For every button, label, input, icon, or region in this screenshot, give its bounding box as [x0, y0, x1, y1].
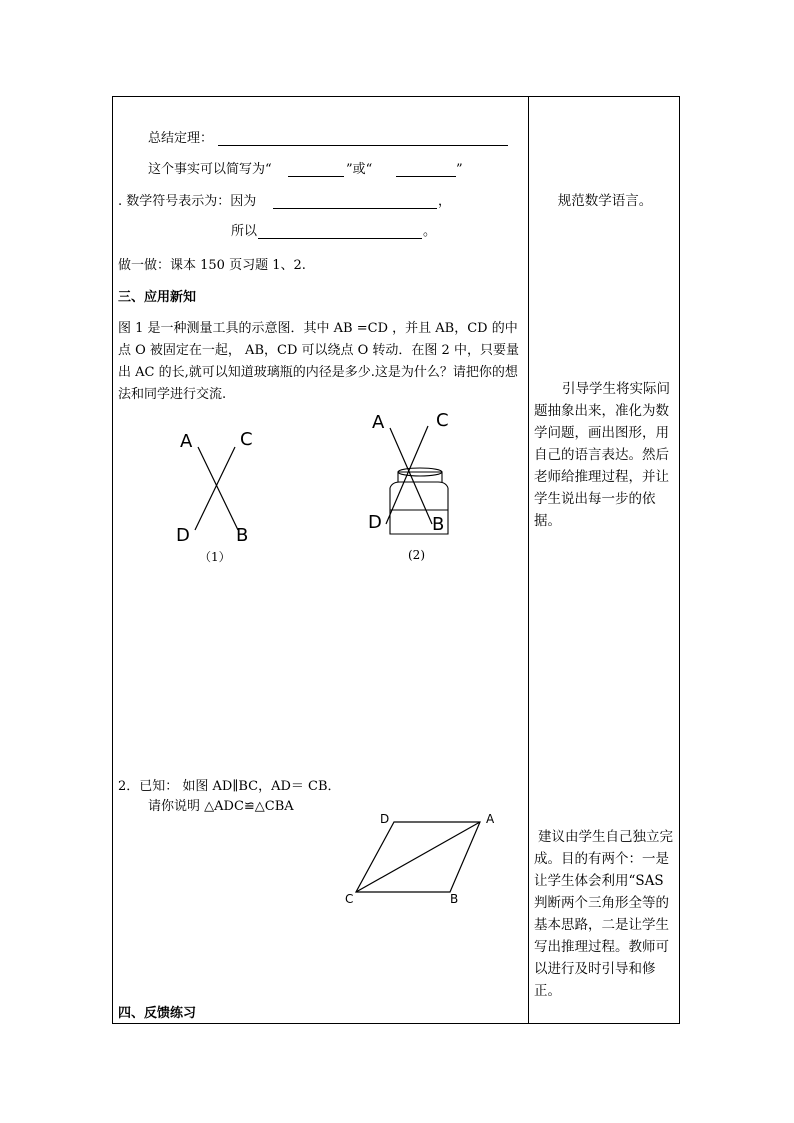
short-prefix: 这个事实可以简写为“	[148, 162, 272, 177]
section-4-title: 四、反馈练习	[118, 1006, 197, 1021]
fig3-label-d: D	[380, 812, 390, 826]
figure-3	[340, 808, 505, 908]
figure-1	[170, 420, 265, 550]
fig3-label-a: A	[486, 812, 495, 826]
therefore-label: 所以	[231, 224, 258, 239]
symbol-label: . 数学符号表示为：因为	[118, 194, 257, 209]
fig1-label-a: A	[180, 431, 193, 452]
symbol-comma: ，	[438, 194, 452, 209]
theorem-label: 总结定理：	[148, 131, 214, 146]
therefore-end: 。	[423, 224, 437, 239]
symbol-blank	[273, 208, 437, 209]
jar-shoulder	[390, 482, 448, 488]
fig2-label-c: C	[436, 410, 449, 431]
section-3-title: 三、应用新知	[118, 290, 197, 305]
note-guide-students: 引导学生将实际问题抽象出来，准化为数学问题，画出图形，用自己的语言表达。然后老师给推理过程，并让学生说出每一步的依据。	[534, 381, 670, 529]
bar-ab	[198, 447, 238, 530]
try-it-text: 做一做：课本 150 页习题 1、2.	[118, 258, 306, 273]
figure-2	[362, 402, 467, 542]
note-independent-work: 建议由学生自己独立完成。目的有两个：一是让学生体会利用“SAS 判断两个三角形全等的基本思路，二是让学生写出推理过程。教师可以进行及时引导和修正。	[534, 829, 673, 999]
short-blank-2	[396, 176, 456, 177]
short-mid: ”或“	[346, 162, 373, 177]
theorem-blank	[218, 145, 508, 146]
fig2-caption: (2)	[408, 548, 425, 562]
note-standard-language: 规范数学语言。	[557, 193, 653, 209]
fig3-label-b: B	[450, 892, 459, 906]
short-blank-1	[288, 176, 344, 177]
fig1-label-b: B	[236, 525, 249, 546]
fig3-label-c: C	[345, 892, 354, 906]
bar-cd	[195, 447, 235, 530]
problem-2-line-2: 请你说明 △ADC≌△CBA	[148, 799, 294, 814]
fig1-label-c: C	[240, 429, 253, 450]
problem-1-text: 图 1 是一种测量工具的示意图．其中 AB =CD ，并且 AB，CD 的中点 O 被固定在一起， AB，CD 可以绕点 O 转动．在图 2 中，只要量出 AC 的长,就可以知道玻璃瓶的内径是多少.这是为什么？请把你的想法和同学进行交流.	[118, 321, 519, 402]
fig2-label-a: A	[372, 412, 385, 433]
fig1-label-d: D	[176, 525, 190, 546]
bar-cd	[386, 426, 428, 524]
fig1-caption: （1）	[199, 550, 231, 564]
problem-2-line-1: 2．已知： 如图 AD∥BC，AD＝ CB．	[118, 779, 341, 794]
therefore-blank	[258, 238, 422, 239]
short-end: ”	[456, 162, 463, 177]
fig2-label-d: D	[368, 512, 382, 533]
fig2-label-b: B	[432, 514, 445, 535]
column-divider	[528, 96, 529, 1024]
